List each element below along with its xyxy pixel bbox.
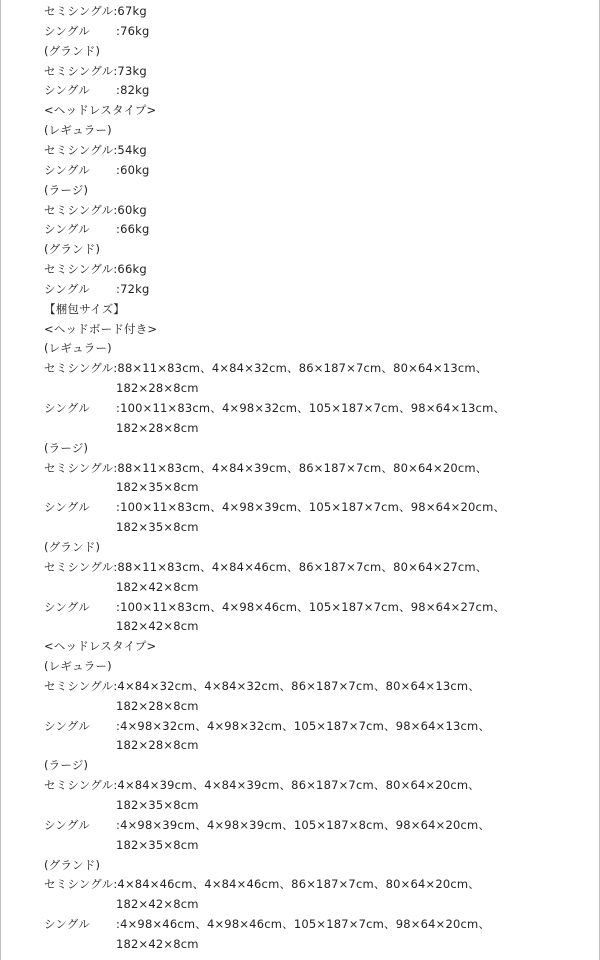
size-label: セミシングル bbox=[44, 361, 114, 376]
spec-line bbox=[44, 61, 147, 81]
spec-line bbox=[44, 279, 149, 299]
section-heading: (グランド) bbox=[44, 242, 101, 257]
spec-value: 100×11×83cm、4×98×32cm、105×187×7cm、98×64×13cm、 bbox=[120, 401, 506, 415]
spec-continuation: 182×35×8cm bbox=[116, 837, 199, 852]
spec-value: 72kg bbox=[120, 281, 150, 296]
spec-continuation: 182×35×8cm bbox=[116, 798, 199, 812]
spec-value: 100×11×83cm、4×98×46cm、105×187×7cm、98×64×27cm、 bbox=[120, 599, 506, 614]
size-label: セミシングル bbox=[44, 202, 114, 217]
size-label: シングル bbox=[44, 281, 90, 296]
spec-line bbox=[44, 597, 505, 617]
spec-line bbox=[44, 21, 149, 41]
spec-continuation: 182×42×8cm bbox=[116, 619, 199, 634]
size-label: セミシングル bbox=[44, 63, 114, 78]
spec-value: 88×11×83cm、4×84×39cm、86×187×7cm、80×64×20cm、 bbox=[117, 460, 488, 475]
section-heading: (ラージ) bbox=[44, 440, 89, 455]
spec-line bbox=[44, 914, 490, 934]
size-label: セミシングル bbox=[44, 678, 114, 693]
spec-value: 73kg bbox=[117, 63, 147, 78]
section-heading: (グランド) bbox=[44, 539, 101, 554]
spec-continuation: 182×35×8cm bbox=[116, 520, 199, 535]
spec-value: 66kg bbox=[117, 262, 147, 277]
spec-line bbox=[44, 259, 147, 279]
separator: : bbox=[116, 599, 121, 614]
spec-line bbox=[44, 398, 505, 418]
separator: : bbox=[113, 63, 118, 78]
separator: : bbox=[116, 23, 121, 38]
separator: : bbox=[116, 83, 121, 98]
spec-value: 4×98×39cm、4×98×39cm、105×187×8cm、98×64×20cm、 bbox=[120, 817, 491, 832]
section-heading: (グランド) bbox=[44, 43, 101, 58]
size-label: シングル bbox=[44, 599, 90, 614]
size-label: セミシングル bbox=[44, 778, 114, 793]
spec-value: 67kg bbox=[117, 4, 147, 18]
separator: : bbox=[113, 202, 118, 217]
size-label: シングル bbox=[44, 23, 90, 38]
spec-line bbox=[44, 815, 490, 835]
spec-line bbox=[44, 497, 505, 517]
size-label: シングル bbox=[44, 401, 90, 415]
spec-line bbox=[44, 775, 480, 795]
separator: : bbox=[116, 162, 121, 177]
separator: : bbox=[116, 917, 121, 932]
separator: : bbox=[116, 222, 121, 237]
spec-value: 4×84×32cm、4×84×32cm、86×187×7cm、80×64×13cm、 bbox=[117, 678, 480, 693]
spec-line bbox=[44, 1, 147, 21]
spec-value: 4×98×46cm、4×98×46cm、105×187×7cm、98×64×20cm、 bbox=[120, 917, 491, 932]
section-heading: <ヘッドレスタイプ> bbox=[44, 639, 157, 654]
spec-line bbox=[44, 219, 149, 239]
spec-value: 54kg bbox=[117, 142, 147, 157]
spec-value: 4×98×32cm、4×98×32cm、105×187×7cm、98×64×13cm、 bbox=[120, 718, 491, 733]
spec-line bbox=[44, 557, 488, 577]
spec-continuation: 182×28×8cm bbox=[116, 698, 199, 713]
spec-value: 100×11×83cm、4×98×39cm、105×187×7cm、98×64×20cm、 bbox=[120, 500, 506, 515]
size-label: シングル bbox=[44, 162, 90, 177]
section-heading: <ヘッドレスタイプ> bbox=[44, 103, 157, 118]
section-heading: (グランド) bbox=[44, 857, 101, 872]
size-label: シングル bbox=[44, 917, 90, 932]
spec-value: 60kg bbox=[120, 162, 150, 177]
size-label: シングル bbox=[44, 817, 90, 832]
spec-continuation: 182×35×8cm bbox=[116, 480, 199, 495]
size-label: セミシングル bbox=[44, 4, 114, 18]
size-label: シングル bbox=[44, 222, 90, 237]
spec-continuation: 182×42×8cm bbox=[116, 897, 199, 912]
separator: : bbox=[116, 718, 121, 733]
section-heading: (レギュラー) bbox=[44, 341, 112, 356]
separator: : bbox=[113, 361, 118, 376]
separator: : bbox=[116, 281, 121, 296]
separator: : bbox=[113, 778, 118, 793]
section-heading: (レギュラー) bbox=[44, 123, 112, 138]
spec-continuation: 182×42×8cm bbox=[116, 936, 199, 951]
spec-value: 88×11×83cm、4×84×32cm、86×187×7cm、80×64×13cm、 bbox=[117, 361, 488, 376]
size-label: セミシングル bbox=[44, 460, 114, 475]
section-heading: (ラージ) bbox=[44, 182, 89, 197]
spec-line bbox=[44, 676, 480, 696]
separator: : bbox=[116, 401, 121, 415]
size-label: セミシングル bbox=[44, 877, 114, 892]
size-label: セミシングル bbox=[44, 142, 114, 157]
spec-value: 88×11×83cm、4×84×46cm、86×187×7cm、80×64×27cm、 bbox=[117, 559, 488, 574]
size-label: シングル bbox=[44, 83, 90, 98]
spec-value: 82kg bbox=[120, 83, 150, 98]
size-label: セミシングル bbox=[44, 262, 114, 277]
section-heading: (レギュラー) bbox=[44, 659, 112, 674]
spec-value: 66kg bbox=[120, 222, 150, 237]
size-label: セミシングル bbox=[44, 559, 114, 574]
spec-value: 76kg bbox=[120, 23, 150, 38]
separator: : bbox=[116, 500, 121, 515]
section-heading: (ラージ) bbox=[44, 758, 89, 773]
spec-continuation: 182×28×8cm bbox=[116, 738, 199, 753]
size-label: シングル bbox=[44, 500, 90, 515]
section-heading: <ヘッドボード付き> bbox=[44, 321, 158, 336]
spec-line bbox=[44, 874, 480, 894]
separator: : bbox=[113, 142, 118, 157]
spec-line bbox=[44, 160, 149, 180]
spec-line bbox=[44, 716, 490, 736]
spec-line bbox=[44, 358, 488, 378]
spec-value: 60kg bbox=[117, 202, 147, 217]
separator: : bbox=[113, 559, 118, 574]
spec-value: 4×84×46cm、4×84×46cm、86×187×7cm、80×64×20cm、 bbox=[117, 877, 480, 892]
spec-line bbox=[44, 80, 149, 100]
spec-continuation: 182×42×8cm bbox=[116, 579, 199, 594]
section-heading: 【梱包サイズ】 bbox=[44, 301, 125, 316]
spec-line bbox=[44, 458, 488, 478]
separator: : bbox=[113, 678, 118, 693]
separator: : bbox=[113, 262, 118, 277]
separator: : bbox=[116, 817, 121, 832]
spec-line bbox=[44, 200, 147, 220]
separator: : bbox=[113, 4, 118, 18]
size-label: シングル bbox=[44, 718, 90, 733]
separator: : bbox=[113, 877, 118, 892]
spec-value: 4×84×39cm、4×84×39cm、86×187×7cm、80×64×20cm、 bbox=[117, 778, 480, 793]
separator: : bbox=[113, 460, 118, 475]
spec-continuation: 182×28×8cm bbox=[116, 381, 199, 396]
spec-continuation: 182×28×8cm bbox=[116, 420, 199, 435]
spec-line bbox=[44, 140, 147, 160]
